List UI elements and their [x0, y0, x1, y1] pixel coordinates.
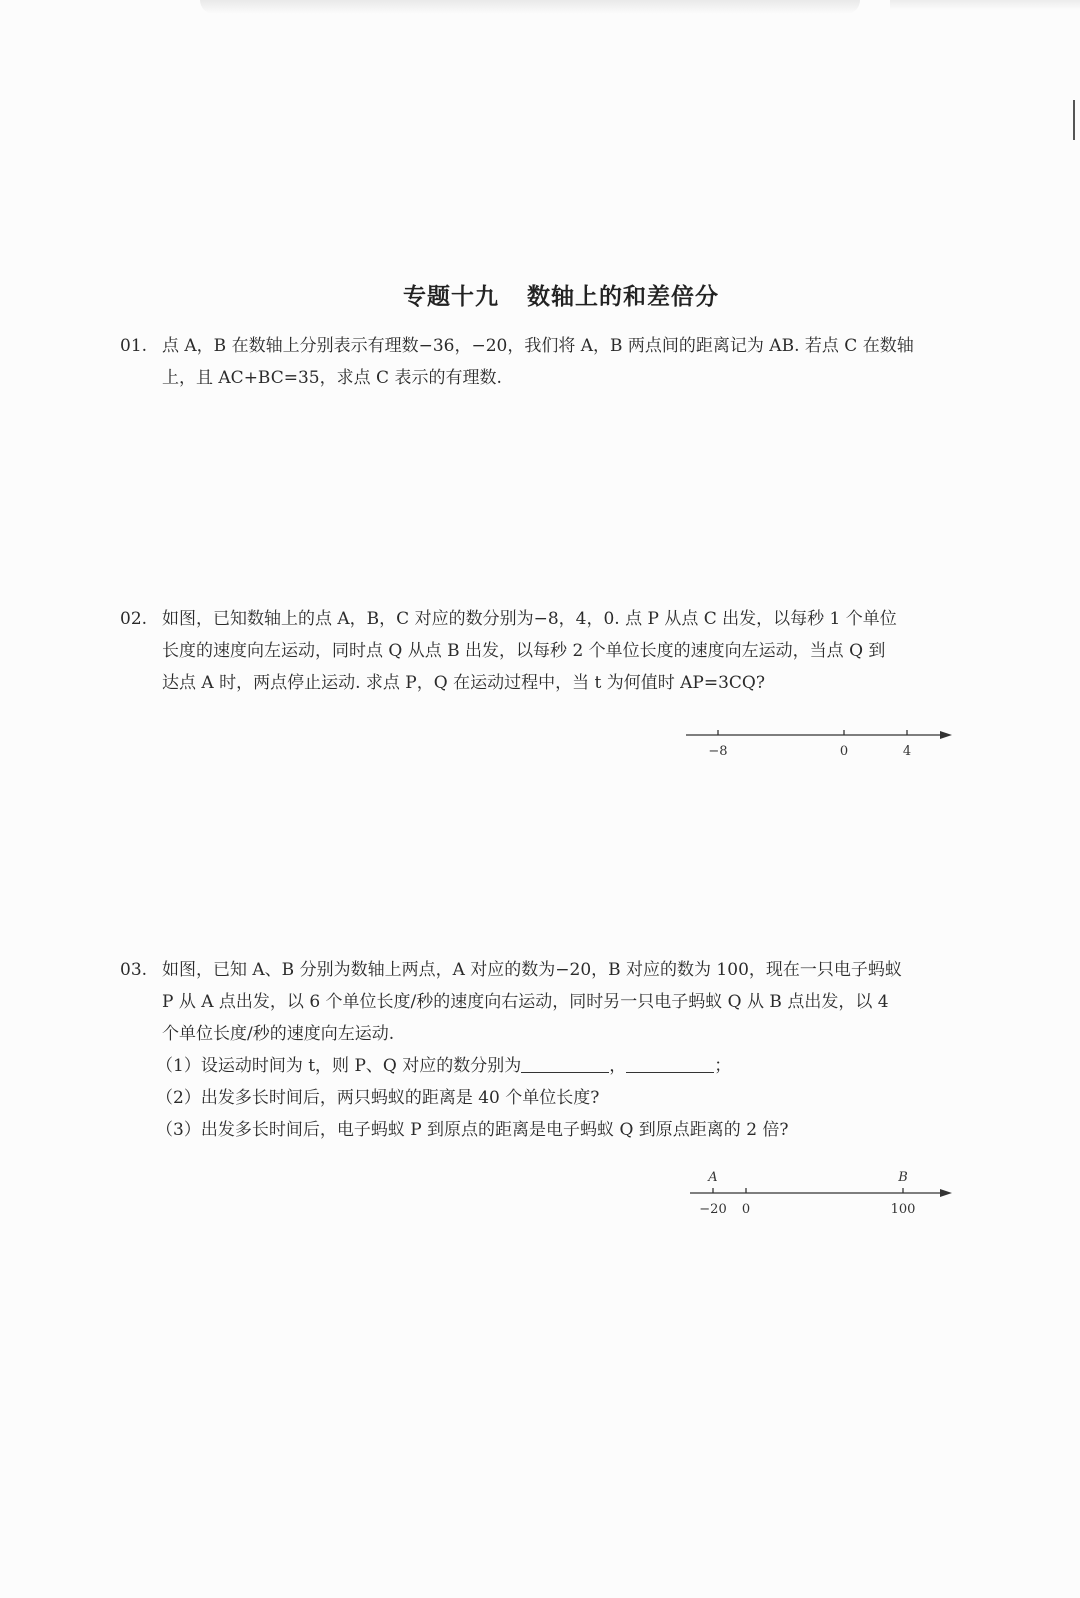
tick-label: 4: [902, 744, 912, 759]
tick-label: −20: [699, 1202, 727, 1217]
answer-blank-p[interactable]: [521, 1054, 609, 1073]
problem-line: 点 A，B 在数轴上分别表示有理数−36，−20，我们将 A，B 两点间的距离记为 AB. 若点 C 在数轴: [162, 336, 914, 356]
problem-body: [162, 603, 1000, 699]
scan-shadow: [200, 0, 860, 14]
terminator: ；: [714, 1056, 732, 1076]
point-label-a: A: [708, 1170, 718, 1185]
sub-question-text: （1）设运动时间为 t，则 P、Q 对应的数分别为: [156, 1056, 522, 1076]
tick-label: −8: [708, 744, 728, 759]
problem-line: 如图，已知数轴上的点 A，B，C 对应的数分别为−8，4，0. 点 P 从点 C 出发，以每秒 1 个单位: [162, 609, 897, 629]
scan-shadow: [890, 0, 1080, 10]
problem-body: [156, 954, 1000, 1146]
scan-edge-mark: [1073, 100, 1075, 140]
problem-body: [162, 330, 1000, 394]
number-line-02: [680, 715, 960, 760]
problem-number: 01.: [120, 336, 148, 356]
separator: ，: [609, 1056, 627, 1076]
point-label-b: B: [898, 1170, 908, 1185]
number-line-03: [680, 1165, 960, 1225]
title-topic-number: 专题十九: [403, 283, 499, 310]
problem-number: 02.: [120, 609, 148, 629]
tick-label: 100: [890, 1202, 916, 1217]
answer-blank-q[interactable]: [626, 1054, 714, 1073]
sub-question-2: （2）出发多长时间后，两只蚂蚁的距离是 40 个单位长度?: [156, 1088, 600, 1108]
sub-question-3: （3）出发多长时间后，电子蚂蚁 P 到原点的距离是电子蚂蚁 Q 到原点距离的 2 倍?: [156, 1120, 789, 1140]
problem-line: P 从 A 点出发，以 6 个单位长度/秒的速度向右运动，同时另一只电子蚂蚁 Q 从 B 点出发，以 4: [162, 992, 889, 1012]
title-topic-name: 数轴上的和差倍分: [527, 283, 719, 310]
tick-label: 0: [839, 744, 849, 759]
problem-line: 个单位长度/秒的速度向左运动.: [162, 1024, 395, 1044]
problem-02: [120, 603, 1000, 699]
problem-line: 上，且 AC+BC=35，求点 C 表示的有理数.: [162, 368, 502, 388]
problem-line: 长度的速度向左运动，同时点 Q 从点 B 出发，以每秒 2 个单位长度的速度向左运动，当点 Q 到: [162, 641, 886, 661]
tick-label: 0: [741, 1202, 751, 1217]
problem-line: 达点 A 时，两点停止运动. 求点 P，Q 在运动过程中，当 t 为何值时 AP=3CQ?: [162, 673, 765, 693]
problem-01: [120, 330, 1000, 394]
sub-question-1: [156, 1050, 1000, 1082]
problem-number: 03.: [120, 960, 148, 980]
page-title: [0, 278, 1080, 311]
problem-line: 如图，已知 A、B 分别为数轴上两点，A 对应的数为−20，B 对应的数为 100，现在一只电子蚂蚁: [162, 960, 902, 980]
problem-03: [120, 954, 1000, 1146]
